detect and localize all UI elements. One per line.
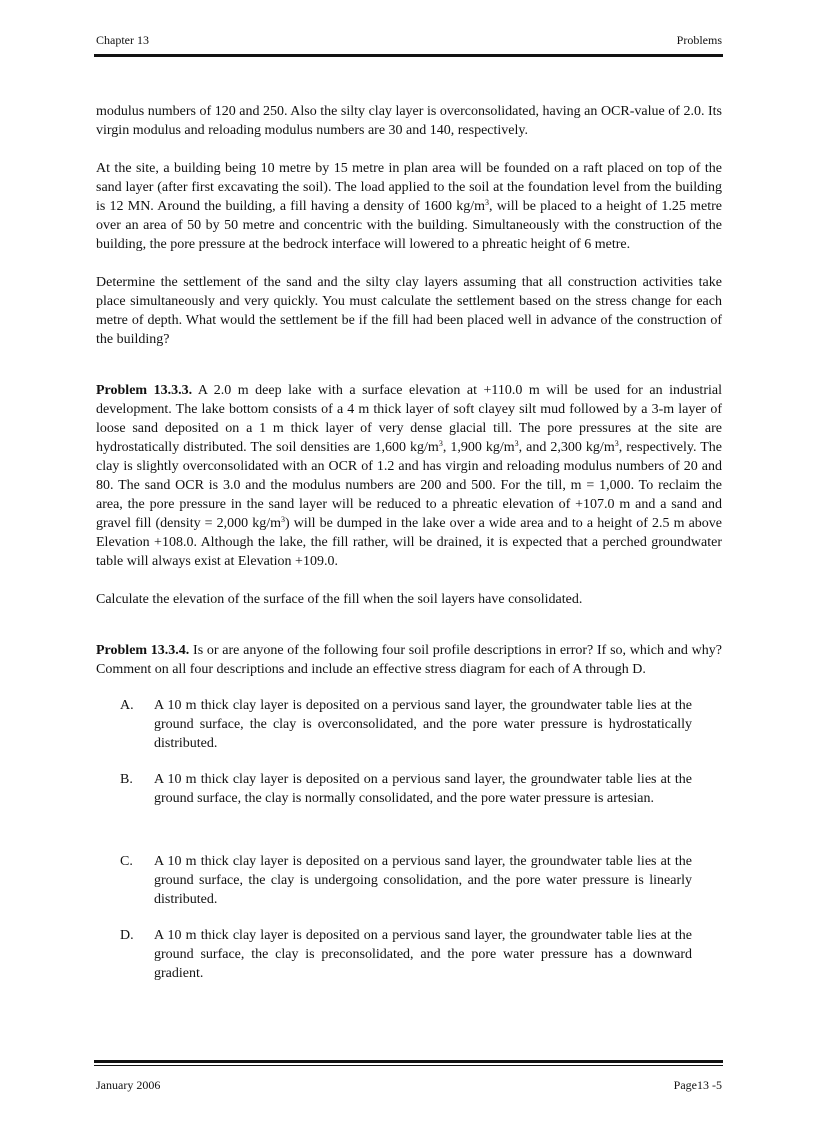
list-item-c: C. A 10 m thick clay layer is deposited on a pervious sand layer, the groundwater table lies at the ground surface, the clay is undergoing consolidation, and the pore water pressure is linearly distributed.	[120, 854, 692, 907]
problem-13-3-4-label: Problem 13.3.4.	[96, 643, 190, 658]
footer-rule-thin	[94, 1065, 723, 1066]
problem-13-3-4: Problem 13.3.4. Is or are anyone of the following four soil profile descriptions in error? If so, which and why? Comment on all four descriptions and include an effective stress diagram for each of A through D.	[96, 643, 722, 677]
paragraph-building-site: At the site, a building being 10 metre by 15 metre in plan area will be founded on a raft placed on top of the sand layer (after first excavating the soil). The load applied to the soil at the foundation level from the building is 12 MN. Around the building, a fill having a density of 1600 $kg/m^3$, will be placed to a height of 1.25 metre over an area of 50 by 50 metre and concentric with the building. Simultaneously with the construction of the building, the pore pressure at the bedrock interface will lowered to a phreatic height of 6 metre.	[96, 161, 722, 252]
header-rule	[94, 54, 723, 57]
header-section: Problems	[676, 33, 722, 47]
problem-13-3-3-label: Problem 13.3.3.	[96, 383, 193, 398]
paragraph-modulus: modulus numbers of 120 and 250. Also the silty clay layer is overconsolidated, having an OCR-value of 2.0. Its virgin modulus and reloading modulus numbers are 30 and 140, respectively.	[96, 104, 722, 138]
paragraph-fill-elevation: Calculate the elevation of the surface of the fill when the soil layers have consolidated.	[96, 592, 583, 607]
page-header	[96, 33, 722, 48]
page-body	[96, 102, 722, 983]
paragraph-settlement-question: Determine the settlement of the sand and the silty clay layers assuming that all construction activities take place simultaneously and very quickly. You must calculate the settlement based on the stress change for each metre of depth. What would the settlement be if the fill had been placed well in advance of the construction of the building?	[96, 275, 722, 347]
footer-page-number: Page13 -5	[673, 1078, 722, 1092]
list-item-d: D. A 10 m thick clay layer is deposited on a pervious sand layer, the groundwater table lies at the ground surface, the clay is preconsolidated, and the pore water pressure has a downward gradient.	[120, 928, 692, 981]
header-chapter: Chapter 13	[96, 33, 149, 47]
page-footer	[96, 1078, 722, 1093]
footer-rule	[94, 1060, 723, 1063]
problem-13-3-3: Problem 13.3.3. A 2.0 m deep lake with a surface elevation at +110.0 m will be used for an industrial development. The lake bottom consists of a 4 m thick layer of soft clayey silt mud followed by a 3-m layer of loose sand deposited on a 1 m thick layer of very dense glacial till. The pore pressures at the site are hydrostatically distributed. The soil densities are 1,600 $kg/m^3$, 1,900 $kg/m^3$, and 2,300 $kg/m^3$, respectively. The clay is slightly overconsolidated with an OCR of 1.2 and has virgin and reloading modulus numbers of 20 and 80. The sand OCR is 3.0 and the modulus numbers are 200 and 500. For the till, m = 1,000. To reclaim the area, the pore pressure in the sand layer will be reduced to a phreatic elevation of +107.0 m and a sand and gravel fill (density = 2,000 $kg/m^3$) will be dumped in the lake over a wide area and to a height of 2.5 m above Elevation +108.0. Although the lake, the fill rather, will be drained, it is expected that a perched groundwater table will always exist at Elevation +109.0.	[96, 383, 722, 569]
list-item-b: B. A 10 m thick clay layer is deposited on a pervious sand layer, the groundwater table lies at the ground surface, the clay is normally consolidated, and the pore water pressure is artesian.	[120, 772, 692, 806]
footer-date: January 2006	[96, 1078, 161, 1092]
list-item-a: A. A 10 m thick clay layer is deposited on a pervious sand layer, the groundwater table lies at the ground surface, the clay is overconsolidated, and the pore water pressure is hydrostatically distributed.	[120, 698, 692, 751]
